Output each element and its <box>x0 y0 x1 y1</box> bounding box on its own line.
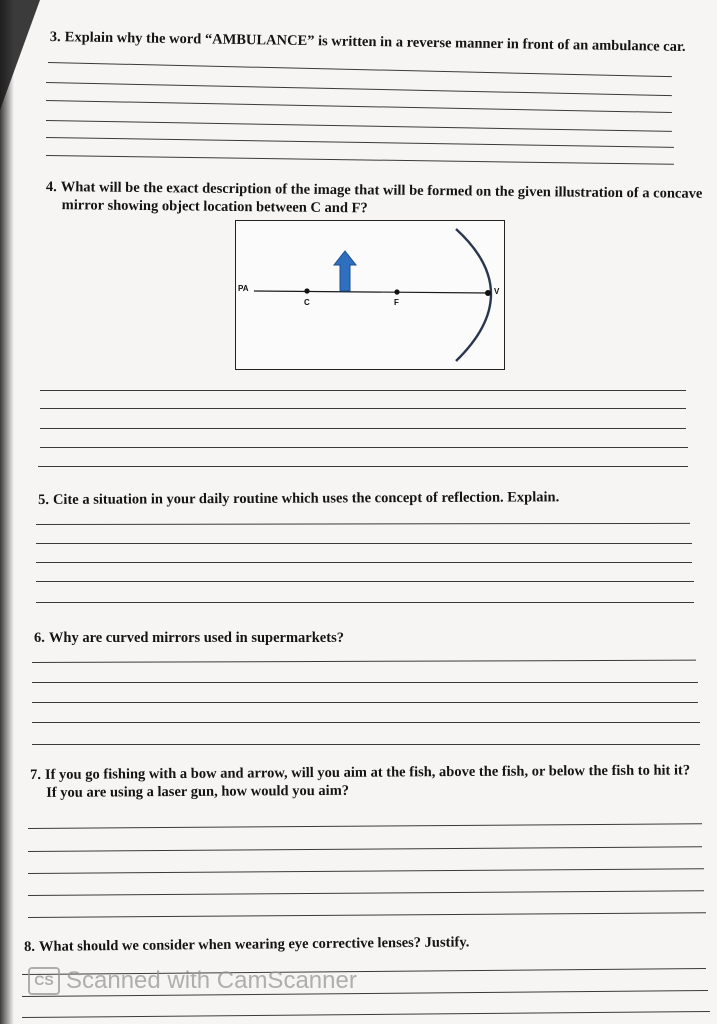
answer-line <box>40 447 688 448</box>
question-number: 5. <box>38 491 49 508</box>
center-label: C <box>304 298 310 307</box>
page-corner-fold <box>0 0 40 110</box>
principal-axis <box>254 291 488 293</box>
answer-line <box>46 137 674 148</box>
concave-mirror <box>456 229 491 361</box>
principal-axis-label: PA <box>238 284 249 293</box>
answer-line <box>46 120 672 132</box>
question-4 <box>46 178 703 221</box>
question-text: Why are curved mirrors used in supermarkets? <box>48 630 344 646</box>
answer-line <box>38 466 688 467</box>
question-8 <box>24 933 469 956</box>
answer-line <box>48 62 672 77</box>
vertex-point <box>485 290 491 296</box>
camscanner-logo-icon: CS <box>28 967 60 995</box>
question-text: Explain why the word “AMBULANCE” is written in a reverse manner in front of an ambulance car. <box>64 29 686 55</box>
question-text: If you go fishing with a bow and arrow, will you aim at the fish, above the fish, or below the fish to hit it? <box>44 762 691 783</box>
question-text: What will be the exact description of the image that will be formed on the given illustration of a concave <box>60 179 703 202</box>
answer-line <box>40 390 686 391</box>
answer-line <box>28 846 702 852</box>
answer-line <box>36 543 692 544</box>
answer-line <box>46 82 672 96</box>
focus-label: F <box>394 298 399 307</box>
answer-line <box>36 523 690 525</box>
question-number: 3. <box>49 28 61 46</box>
answer-line <box>28 890 704 896</box>
camscanner-watermark <box>28 967 357 995</box>
vertex-label: V <box>494 287 500 296</box>
question-text: What should we consider when wearing eye corrective lenses? Justify. <box>38 934 470 955</box>
question-number: 7. <box>30 766 41 783</box>
watermark-text: Scanned with CamScanner <box>66 967 357 994</box>
answer-line <box>32 722 700 723</box>
answer-line <box>32 660 696 663</box>
answer-line <box>32 682 698 683</box>
question-7 <box>30 761 690 802</box>
question-number: 4. <box>45 178 57 196</box>
answer-line <box>36 581 694 582</box>
concave-mirror-diagram <box>235 220 505 370</box>
question-number: 6. <box>34 630 45 646</box>
answer-line <box>36 562 692 563</box>
question-text-line2: If you are using a laser gun, how would you aim? <box>46 782 350 801</box>
answer-line <box>40 408 686 409</box>
question-6 <box>34 629 344 647</box>
answer-line <box>28 868 704 874</box>
answer-line <box>28 912 706 918</box>
question-number: 8. <box>24 938 36 955</box>
question-3 <box>50 28 686 56</box>
answer-line <box>32 702 698 703</box>
mirror-illustration <box>236 221 504 369</box>
question-text-line2: mirror showing object location between C and F? <box>61 197 368 217</box>
answer-line <box>46 100 672 113</box>
page-edge-shadow <box>0 0 14 1024</box>
answer-line <box>32 744 700 745</box>
answer-line <box>36 602 694 603</box>
question-text: Cite a situation in your daily routine which uses the concept of reflection. Explain. <box>52 489 560 508</box>
answer-line <box>22 1011 710 1018</box>
focus-point <box>394 289 399 294</box>
object-arrow <box>334 251 356 291</box>
question-5 <box>38 488 559 509</box>
answer-line <box>46 155 674 165</box>
answer-line <box>28 823 702 829</box>
answer-line <box>40 428 686 429</box>
center-point <box>304 288 309 293</box>
